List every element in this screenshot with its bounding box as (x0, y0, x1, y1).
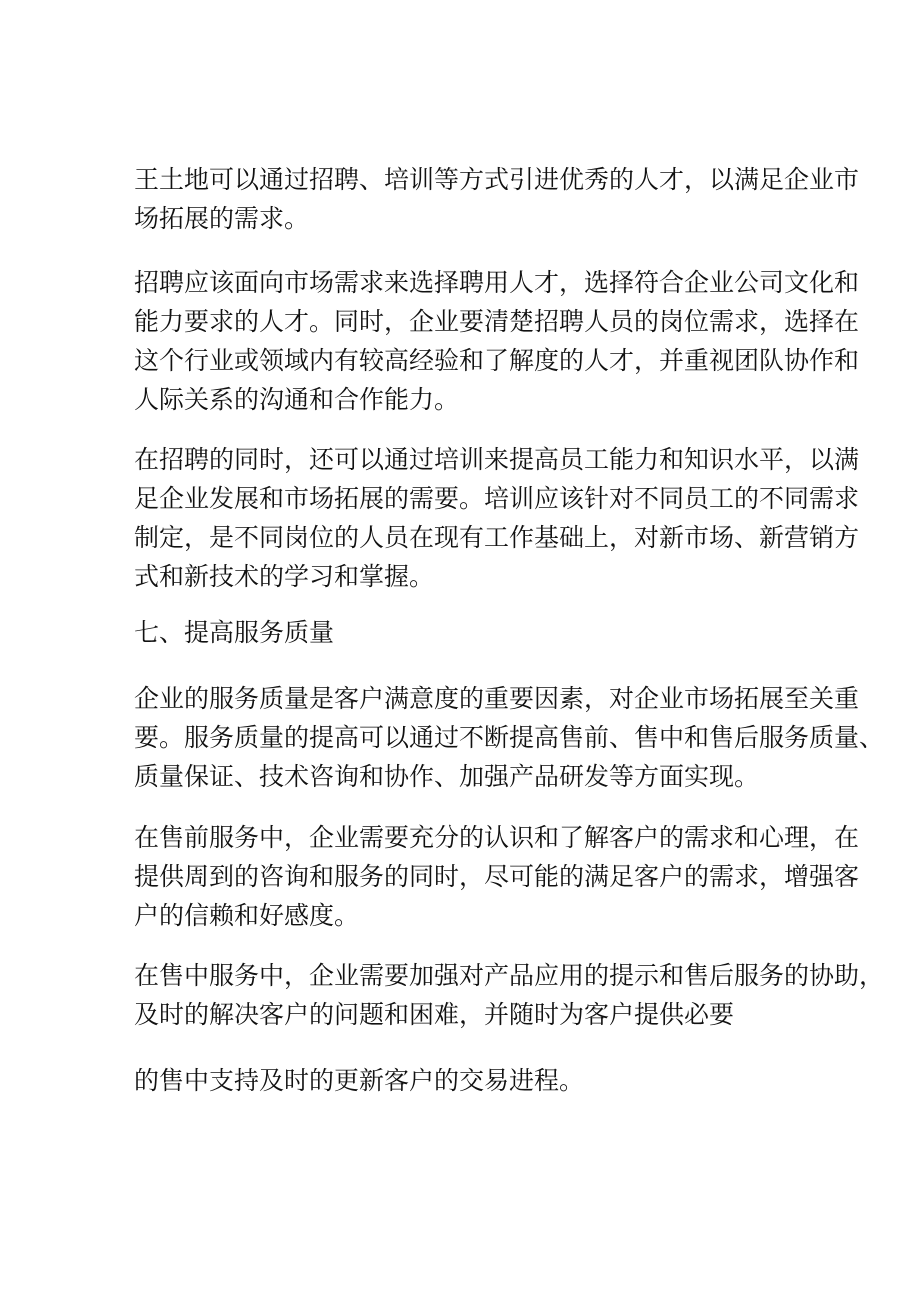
text-line: 在招聘的同时，还可以通过培训来提高员工能力和知识水平，以满 (134, 445, 860, 474)
text-line: 要。服务质量的提高可以通过不断提高售前、售中和售后服务质量、 (134, 723, 885, 752)
text-line: 在售前服务中，企业需要充分的认识和了解客户的需求和心理，在 (134, 823, 860, 852)
paragraph-talent-introduction (134, 160, 860, 238)
section-heading-service-quality (134, 613, 814, 652)
paragraph-service-quality (134, 679, 885, 796)
paragraph-in-sales-continued (134, 1061, 814, 1100)
text-line: 足企业发展和市场拓展的需要。培训应该针对不同员工的不同需求 (134, 484, 860, 513)
text-line: 式和新技术的学习和掌握。 (134, 562, 435, 591)
text-line: 户的信赖和好感度。 (134, 901, 360, 930)
text-line: 这个行业或领域内有较高经验和了解度的人才，并重视团队协作和 (134, 346, 860, 375)
paragraph-training (134, 440, 860, 596)
paragraph-in-sales (134, 956, 885, 1034)
text-line: 人际关系的沟通和合作能力。 (134, 385, 460, 414)
text-line: 提供周到的咨询和服务的同时，尽可能的满足客户的需求，增强客 (134, 862, 860, 891)
paragraph-recruitment (134, 263, 860, 419)
text-line: 及时的解决客户的问题和困难，并随时为客户提供必要 (134, 1000, 735, 1029)
text-line: 制定，是不同岗位的人员在现有工作基础上，对新市场、新营销方 (134, 523, 860, 552)
heading-text: 七、提高服务质量 (134, 618, 335, 647)
text-line: 场拓展的需求。 (134, 204, 310, 233)
text-line: 能力要求的人才。同时，企业要清楚招聘人员的岗位需求，选择在 (134, 307, 860, 336)
text-line: 企业的服务质量是客户满意度的重要因素，对企业市场拓展至关重 (134, 684, 860, 713)
text-line: 质量保证、技术咨询和协作、加强产品研发等方面实现。 (134, 762, 760, 791)
text-line: 王土地可以通过招聘、培训等方式引进优秀的人才，以满足企业市 (134, 165, 860, 194)
paragraph-pre-sales (134, 818, 860, 935)
text-line: 在售中服务中，企业需要加强对产品应用的提示和售后服务的协助， (134, 961, 885, 990)
text-line: 招聘应该面向市场需求来选择聘用人才，选择符合企业公司文化和 (134, 268, 860, 297)
text-line: 的售中支持及时的更新客户的交易进程。 (134, 1066, 585, 1095)
